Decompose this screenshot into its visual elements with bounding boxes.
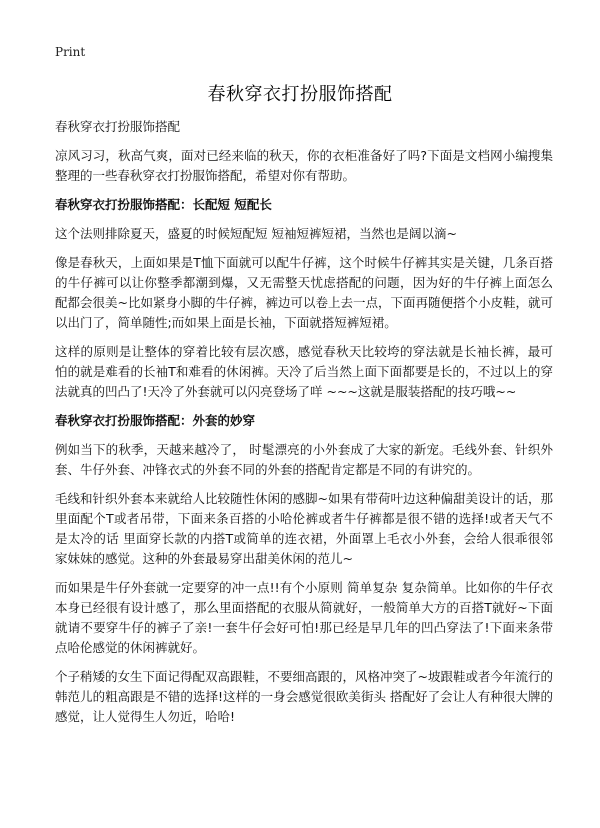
section-heading-long-short: 春秋穿衣打扮服饰搭配：长配短 短配长 xyxy=(55,197,272,212)
section-heading-jackets: 春秋穿衣打扮服饰搭配：外套的妙穿 xyxy=(55,413,256,428)
paragraph: 像是春秋天，上面如果是T恤下面就可以配牛仔裤，这个时候牛仔裤其实是关键，几条百搭的牛仔裤可以让你整季都潮到爆，又无需整天忧虑搭配的问题，因为好的牛仔裤上面怎么配都会很美~比如紧身小脚的牛仔裤，裤边可以卷上去一点，下面再随便搭个小皮鞋，就可以出门了，简单随性;而如果上面是长袖，下面就搭短裤短裙。 xyxy=(55,255,553,330)
paragraph: 个子稍矮的女生下面记得配双高跟鞋，不要细高跟的，风格冲突了~坡跟鞋或者今年流行的韩范儿的粗高跟是不错的选择!这样的一身会感觉很欧美街头 搭配好了会让人有种很大牌的感觉，让人觉得生人勿近，哈哈! xyxy=(55,669,553,724)
intro-paragraph: 凉风习习，秋高气爽，面对已经来临的秋天，你的衣柜准备好了吗?下面是文档网小编搜集整理的一些春秋穿衣打扮服饰搭配，希望对你有帮助。 xyxy=(55,148,553,183)
print-link[interactable]: Print xyxy=(55,45,86,59)
article-subtitle: 春秋穿衣打扮服饰搭配 xyxy=(55,119,181,134)
paragraph: 毛线和针织外套本来就给人比较随性休闲的感脚~如果有带荷叶边这种偏甜美设计的话，那里面配个T或者吊带，下面来条百搭的小哈伦裤或者牛仔裤都是很不错的选择!或者天气不是太冷的话 里面穿长款的内搭T或简单的连衣裙，外面罩上毛衣小外套，会给人很乖很邻家妹妹的感觉。这种的外套最易穿出甜美休闲的范儿~ xyxy=(55,491,553,566)
paragraph: 这样的原则是让整体的穿着比较有层次感，感觉春秋天比较垮的穿法就是长袖长裤，最可怕的就是难看的长袖T和难看的休闲裤。天冷了后当然上面下面都要是长的，不过以上的穿法就真的凹凸了!天冷了外套就可以闪亮登场了咩 ~~~这就是服装搭配的技巧哦~~ xyxy=(55,344,553,399)
paragraph: 这个法则排除夏天，盛夏的时候短配短 短袖短裤短裙，当然也是阔以滴~ xyxy=(55,226,457,241)
article-body xyxy=(55,117,553,736)
paragraph: 而如果是牛仔外套就一定要穿的冲一点!!有个小原则 简单复杂 复杂简单。比如你的牛仔衣本身已经很有设计感了，那么里面搭配的衣服从简就好，一般简单大方的百搭T就好~下面就请不要穿牛仔的裤子了亲!一套牛仔会好可怕!那已经是早几年的凹凸穿法了!下面来条带点哈伦感觉的休闲裤就好。 xyxy=(55,580,553,655)
paragraph: 例如当下的秋季，天越来越冷了， 时髦漂亮的小外套成了大家的新宠。毛线外套、针织外套、牛仔外套、冲锋衣式的外套不同的外套的搭配肯定都是不同的有讲究的。 xyxy=(55,442,553,477)
page-title: 春秋穿衣打扮服饰搭配 xyxy=(207,84,393,105)
